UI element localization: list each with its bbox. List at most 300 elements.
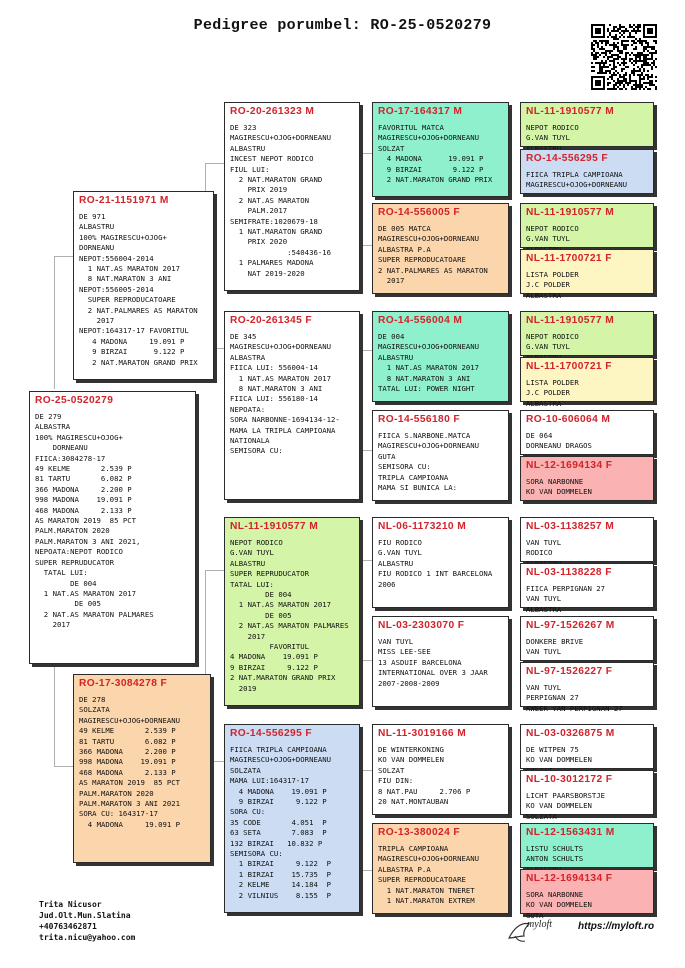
ring-number: NL-97-1526267 M [526, 620, 615, 631]
card-line: DORNEANU DRAGOS [526, 441, 592, 451]
card-line: 2017 [378, 276, 405, 286]
card-line: DE 278 [79, 695, 106, 704]
card-line: 2 NAT.AS MARATON [230, 195, 310, 205]
breeder-location: Jud.Olt.Mun.Slatina [39, 911, 131, 920]
card-line: 366 MADONA 2.200 P [79, 747, 176, 757]
card-details [378, 332, 504, 394]
card-line: 8 NAT.MARATON 3 ANI [79, 274, 172, 284]
card-details [526, 477, 649, 498]
connector-line [511, 230, 512, 280]
ring-number: NL-12-1694134 F [526, 460, 613, 471]
card-line: FIU RODICO 1 INT BARCELONA [378, 569, 493, 579]
card-line: 2007-2008-2009 [378, 678, 440, 688]
pigeon-card-gen4[interactable] [520, 724, 654, 769]
card-line: MAGIRESCU+OJOG+DORNEANU [378, 854, 480, 864]
card-line: DE 971 [79, 212, 106, 221]
card-line: VAN TUYL [526, 647, 562, 657]
card-line: ALBASTRU [230, 143, 266, 153]
breeder-contact [39, 899, 135, 943]
card-line: FIICA PERPIGNAN 27 [526, 584, 606, 593]
card-line: MAGIRESCU+OJOG+DORNEANU [378, 234, 480, 244]
pigeon-card-gen4[interactable] [520, 311, 654, 356]
card-line: ALBASTRU [378, 352, 414, 362]
card-line: G.VAN TUYL [526, 234, 570, 244]
card-line: SUPER REPRODUCATOARE [378, 875, 466, 885]
card-line: FIUL LUI: [230, 164, 270, 174]
card-line: SOLZAT [378, 765, 405, 775]
card-details [230, 123, 355, 279]
card-line: ALBASTRA [526, 398, 562, 408]
card-line: SOLZATA [79, 705, 110, 715]
connector-line [360, 450, 372, 451]
card-line: PALM.2017 [230, 206, 288, 216]
ring-number: RO-14-556295 F [526, 153, 609, 164]
card-line: TATAL LUI: POWER NIGHT [378, 384, 475, 394]
ring-number: NL-10-3012172 F [526, 774, 613, 785]
card-line: ALBASTRA [35, 422, 71, 432]
pigeon-card-subject[interactable] [29, 391, 196, 664]
page-title: Pedigree porumbel: RO-25-0520279 [193, 17, 492, 34]
pigeon-card-gen4[interactable] [520, 770, 654, 821]
card-line: MAGIRESCU+OJOG+DORNEANU [230, 342, 332, 352]
card-line: TATAL LUI: [230, 579, 274, 589]
card-line: FIU DIN: [378, 776, 414, 786]
ring-number: NL-03-1138257 M [526, 521, 615, 532]
website-link[interactable]: https://myloft.ro [578, 921, 655, 932]
card-line: 2 NAT.PALMARES AS MARATON [79, 305, 198, 315]
card-line: GUTA [526, 910, 544, 920]
card-line: 468 MADONA 2.133 P [35, 505, 132, 515]
pigeon-card-gen4[interactable] [520, 456, 654, 501]
card-line: NEPOT:556004-2014 [79, 253, 154, 263]
card-line: 1 NAT.AS MARATON 2017 [378, 363, 480, 373]
connector-line [360, 350, 372, 351]
card-line: 2 NAT.MARATON GRAND PRIX [79, 357, 198, 367]
card-line: 2 NAT.AS MARATON PALMARES [230, 621, 349, 631]
card-line: 2006 [378, 579, 396, 589]
ring-number: RO-14-556004 M [378, 315, 463, 326]
ring-number: RO-14-556180 F [378, 414, 461, 425]
ring-number: NL-03-0326875 M [526, 728, 615, 739]
card-line: AS MARATON 2019 85 PCT [35, 516, 137, 526]
card-line: FAVORITUL [230, 642, 310, 652]
ring-number: RO-20-261323 M [230, 106, 315, 117]
connector-line [205, 570, 224, 571]
card-line: ALBASTRA [526, 290, 562, 300]
card-line: 63 SETA 7.083 P [230, 828, 327, 838]
card-line: 4 MADONA 19.091 P [378, 154, 484, 164]
card-line: DE 064 [526, 431, 553, 440]
card-line: MAGIRESCU+OJOG+DORNEANU [230, 133, 332, 143]
card-line: G.VAN TUYL [230, 548, 274, 558]
connector-line [360, 770, 361, 870]
card-line: SEMISORA CU: [230, 849, 283, 859]
card-line: ALBASTRA P.A [378, 244, 431, 254]
card-line: DE WITPEN 75 [526, 745, 579, 754]
card-line: 998 MADONA 19.091 P [79, 757, 176, 767]
card-line: 100% MAGIRESCU+OJOG+ [79, 232, 167, 242]
card-line: 35 CODE 4.051 P [230, 817, 327, 827]
card-line: 20 NAT.MONTAUBAN [378, 797, 449, 807]
card-line: ALBASTRA [230, 352, 266, 362]
card-line: :540436-16 [230, 247, 332, 257]
card-details [526, 378, 649, 409]
pigeon-card-dam[interactable] [73, 674, 211, 863]
connector-line [511, 435, 512, 485]
logo-text: myloft [527, 919, 552, 930]
connector-line [360, 560, 361, 660]
card-details [378, 538, 504, 590]
card-line: MAMA LUI:164317-17 [230, 776, 310, 786]
card-line: 100% MAGIRESCU+OJOG+ [35, 432, 123, 442]
card-line: 9 BIRZAI 9.122 P [79, 347, 185, 357]
connector-line [360, 350, 361, 450]
card-line: VAN TUYL [378, 637, 414, 646]
card-line: KO VAN DOMMELEN [378, 755, 444, 765]
card-line: 998 MADONA 19.091 P [35, 495, 132, 505]
card-line: DE 279 [35, 412, 62, 421]
card-line: NEPOT:556005-2014 [79, 284, 154, 294]
card-line: ALBASTRA P.A [378, 864, 431, 874]
card-line: PRIX 2019 [230, 185, 288, 195]
pigeon-card-gen4[interactable] [520, 662, 654, 713]
card-line: INTERNATIONAL OVER 3 JAAR [378, 668, 488, 678]
card-line: NEPOT RODICO [526, 224, 579, 233]
card-line: 1 NAT.MARATON TNERET [378, 885, 475, 895]
card-line: 2 VILNIUS 8.155 P [230, 890, 332, 900]
card-line: G.VAN TUYL [378, 548, 422, 558]
card-line: DE 004 [378, 332, 405, 341]
card-line: 49 KELME 2.539 P [79, 726, 176, 736]
card-line: 1 BIRZAI 9.122 P [230, 859, 332, 869]
card-details [526, 637, 649, 658]
connector-line [511, 755, 512, 805]
card-line: 9 BIRZAI 9.122 P [378, 164, 484, 174]
pigeon-card-gen3[interactable] [372, 102, 509, 197]
connector-line [360, 770, 372, 771]
card-details [378, 844, 504, 906]
card-details [230, 745, 355, 901]
card-line: DORNEANU [79, 243, 115, 253]
card-line: VAN TUYL [526, 538, 562, 547]
card-line: 8 NAT.MARATON 3 ANI [378, 373, 471, 383]
card-line: 2017 [79, 316, 115, 326]
card-line: NEPOT:164317-17 FAVORITUL [79, 326, 189, 336]
card-line: SUPER REPRUDUCATOR [230, 569, 310, 579]
pigeon-card-gen3[interactable] [372, 410, 509, 501]
card-line: DORNEANU [35, 443, 88, 453]
ring-number: RO-25-0520279 [35, 395, 114, 406]
card-line: 9 BIRZAI 9.122 P [230, 662, 318, 672]
card-line: 4 MADONA 19.091 P [230, 786, 327, 796]
card-line: 468 MADONA 2.133 P [79, 767, 176, 777]
ring-number: NL-11-1910577 M [526, 106, 615, 117]
ring-number: RO-17-3084278 F [79, 678, 168, 689]
card-line: 2 NAT.PALMARES AS MARATON [378, 265, 488, 275]
card-line: NAT 2019-2020 [230, 268, 305, 278]
card-line: 1 PALMARES MADONA [230, 258, 314, 268]
connector-line [360, 245, 372, 246]
card-line: MISS LEE-SEE [378, 647, 431, 657]
card-line: SOLZAT [378, 143, 405, 153]
ring-number: NL-06-1173210 M [378, 521, 467, 532]
pigeon-card-sire[interactable] [73, 191, 214, 380]
card-line: SORA NARBONNE [526, 890, 584, 899]
connector-line [360, 153, 361, 245]
pigeon-card-gen4[interactable] [520, 249, 654, 300]
card-line: LISTA POLDER [526, 378, 579, 387]
card-line: FIICA TRIPLA CAMPIOANA [526, 170, 623, 179]
breeder-phone: +40763462871 [39, 922, 97, 931]
ring-number: RO-14-556295 F [230, 728, 313, 739]
card-line: INCEST NEPOT RODICO [230, 154, 314, 164]
card-line: 1 NAT.MARATON GRAND [230, 227, 323, 237]
card-line: LICHT PAARSBORSTJE [526, 791, 606, 800]
card-line: 2017 [230, 631, 266, 641]
card-details [378, 431, 504, 493]
pigeon-card-gen3[interactable] [372, 311, 509, 402]
card-line: DE 005 [35, 599, 101, 609]
connector-line [511, 545, 512, 595]
card-line: 1 NAT.AS MARATON 2017 [35, 588, 137, 598]
card-line: LISTU SCHULTS [526, 844, 584, 853]
card-line: DE 005 MATCA [378, 224, 431, 233]
card-line: 2 NAT.AS MARATON PALMARES [35, 609, 154, 619]
card-line: GUTA [378, 451, 396, 461]
card-line: SUPER REPRODUCATOARE [378, 255, 466, 265]
card-line: SEMISORA CU: [378, 462, 431, 472]
card-line: DE 345 [230, 332, 257, 341]
card-line: AS MARATON 2019 85 PCT [79, 778, 181, 788]
ring-number: NL-11-1700721 F [526, 253, 612, 264]
card-line: VAN TUYL [526, 594, 562, 604]
card-line: ALBASTRU [378, 558, 414, 568]
card-line: FIICA LUI: 556180-14 [230, 394, 318, 404]
ring-number: RO-10-606064 M [526, 414, 611, 425]
card-details [378, 224, 504, 286]
card-line: 1 NAT.AS MARATON 2017 [230, 600, 332, 610]
card-line: G.VAN TUYL [526, 133, 570, 143]
ring-number: RO-17-164317 M [378, 106, 463, 117]
connector-line [205, 163, 224, 164]
card-line: VAN TUYL [526, 683, 562, 692]
card-line: 8 NAT.MARATON 3 ANI [230, 384, 323, 394]
card-line: 1 NAT.MARATON EXTREM [378, 896, 475, 906]
pigeon-card-gen3[interactable] [372, 616, 509, 707]
card-details [526, 683, 649, 714]
card-line: TRIPLA CAMPIOANA [378, 472, 449, 482]
breeder-name: Trita Nicusor [39, 900, 102, 909]
card-line: NATIONALA [230, 436, 270, 446]
pigeon-card-gen4[interactable] [520, 149, 654, 194]
card-line: MAGIRESCU+OJOG+DORNEANU [378, 342, 480, 352]
card-line: PRIX 2020 [230, 237, 288, 247]
card-details [526, 170, 649, 191]
pigeon-card-gen3[interactable] [372, 203, 509, 294]
ring-number: NL-12-1563431 M [526, 827, 615, 838]
connector-line [511, 130, 512, 180]
card-line: 13 ASDUIF BARCELONA [378, 657, 462, 667]
pigeon-card-gen4[interactable] [520, 102, 654, 147]
card-line: 366 MADONA 2.200 P [35, 484, 132, 494]
connector-line [360, 153, 372, 154]
ring-number: NL-11-1910577 M [230, 521, 319, 532]
card-line: DE 004 [230, 590, 292, 600]
card-line: FAVORITUL MATCA [378, 123, 444, 132]
card-line: DE 323 [230, 123, 257, 132]
card-line: 8 NAT.PAU 2.706 P [378, 786, 471, 796]
card-line: MAGIRESCU+OJOG+DORNEANU [79, 715, 181, 725]
card-line: SORA CU: 164317-17 [79, 809, 159, 819]
ring-number: NL-11-1910577 M [526, 315, 615, 326]
card-line: G.VAN TUYL [526, 342, 570, 352]
card-line: 2019 [230, 683, 257, 693]
card-line: SUPER REPRODUCATOARE [79, 295, 176, 305]
card-line: KWEEK VAN PERPIGNAN 27 [526, 703, 623, 713]
card-line: DE WINTERKONING [378, 745, 444, 754]
pigeon-card-gen4[interactable] [520, 357, 654, 408]
pigeon-card-granddam-paternal[interactable] [224, 311, 360, 500]
card-details [526, 431, 649, 452]
card-line: MAMA LA TRIPLA CAMPIOANA [230, 425, 336, 435]
card-line: MAGIRESCU+OJOG+DORNEANU [526, 180, 628, 190]
card-details [79, 212, 209, 368]
ring-number: RO-21-1151971 M [79, 195, 169, 206]
card-line: PALM.MARATON 2020 [35, 526, 110, 536]
card-line: 81 TARTU 6.082 P [35, 474, 132, 484]
card-line: FIICA TRIPLA CAMPIOANA [230, 745, 327, 754]
card-line: LISTA POLDER [526, 270, 579, 279]
card-line: KO VAN DOMMELEN [526, 755, 592, 765]
pigeon-card-gen4[interactable] [520, 869, 654, 920]
card-line: 4 MADONA 19.091 P [79, 336, 185, 346]
breeder-email: trita.nicu@yahoo.com [39, 933, 136, 942]
connector-line [54, 256, 74, 257]
card-line: 81 TARTU 6.082 P [79, 736, 176, 746]
card-line: 2 KELME 14.184 P [230, 880, 332, 890]
pigeon-card-grandsire-maternal[interactable] [224, 517, 360, 706]
card-line: ALBASTRU [230, 558, 266, 568]
pigeon-card-gen4[interactable] [520, 410, 654, 455]
card-line: NEPOT RODICO [230, 538, 283, 547]
card-details [35, 412, 191, 631]
card-details [79, 695, 206, 830]
connector-line [511, 645, 512, 695]
card-line: FIICA LUI: 556004-14 [230, 363, 318, 373]
card-line: J.C POLDER [526, 280, 570, 290]
card-line: PALM.MARATON 2020 [79, 788, 154, 798]
card-line: 2 NAT.MARATON GRAND PRIX [230, 673, 336, 683]
card-line: SOLZATA [526, 811, 557, 821]
card-line: DONKERE BRIVE [526, 637, 584, 646]
pigeon-card-gen4[interactable] [520, 563, 654, 614]
card-line: SORA CU: [230, 807, 266, 817]
card-line: NEPOT RODICO [526, 123, 579, 132]
card-line: 1 BIRZAI 15.735 P [230, 869, 332, 879]
card-details [526, 584, 649, 615]
card-line: KO VAN DOMMELEN [526, 487, 592, 497]
pigeon-card-gen3[interactable] [372, 823, 509, 914]
ring-number: NL-97-1526227 F [526, 666, 613, 677]
pigeon-card-gen4[interactable] [520, 823, 654, 868]
pigeon-card-granddam-maternal[interactable] [224, 724, 360, 913]
pigeon-card-grandsire-paternal[interactable] [224, 102, 360, 291]
card-line: SORA NARBONNE-1694134-12- [230, 415, 340, 425]
card-line: RODICO [526, 548, 553, 558]
card-line: 49 KELME 2.539 P [35, 464, 132, 474]
card-line: FIICA:3084278-17 [35, 453, 106, 463]
ring-number: NL-03-1138228 F [526, 567, 612, 578]
pigeon-card-gen4[interactable] [520, 203, 654, 248]
card-line: SUPER REPRUDUCATOR [35, 557, 115, 567]
card-line: J.C POLDER [526, 388, 570, 398]
pigeon-card-gen4[interactable] [520, 517, 654, 562]
ring-number: NL-03-2303070 F [378, 620, 465, 631]
ring-number: RO-13-380024 F [378, 827, 461, 838]
card-line: TRIPLA CAMPIOANA [378, 844, 449, 853]
card-line: MAGIRESCU+OJOG+DORNEANU [230, 755, 332, 765]
ring-number: NL-12-1694134 F [526, 873, 613, 884]
card-line: SEMISORA CU: [230, 446, 283, 456]
card-line: 1 NAT.AS MARATON 2017 [79, 264, 181, 274]
connector-line [360, 660, 372, 661]
ring-number: NL-11-1910577 M [526, 207, 615, 218]
pigeon-card-gen4[interactable] [520, 616, 654, 661]
card-line: DE 005 [230, 610, 292, 620]
card-line: ALBASTRA [526, 604, 562, 614]
card-line: ALBASTRU [79, 222, 115, 232]
card-line: SEMIFRATE:1020679-18 [230, 216, 318, 226]
qr-code-icon [591, 24, 657, 90]
card-line: 2 NAT.MARATON GRAND PRIX [378, 175, 493, 185]
card-line: 4 MADONA 19.091 P [230, 652, 318, 662]
card-details [378, 637, 504, 689]
ring-number: NL-11-3019166 M [378, 728, 467, 739]
card-line: NEPOATA:NEPOT RODICO [35, 547, 123, 557]
card-line: PALM.MARATON 3 ANI 2021 [79, 799, 181, 809]
card-details [230, 538, 355, 694]
card-line: MAMA SI BUNICA LA: [378, 483, 458, 493]
card-line: TATAL LUI: [35, 568, 88, 578]
card-line: FIU RODICO [378, 538, 422, 547]
ring-number: RO-20-261345 F [230, 315, 313, 326]
connector-line [54, 666, 55, 766]
connector-line [360, 870, 372, 871]
card-line: PERPIGNAN 27 [526, 693, 579, 703]
card-line: 1 NAT.AS MARATON 2017 [230, 373, 332, 383]
card-details [230, 332, 355, 457]
card-line: KO VAN DOMMELEN [526, 801, 592, 811]
card-details [378, 745, 504, 807]
card-line: MAGIRESCU+OJOG+DORNEANU [378, 133, 480, 143]
pigeon-card-gen3[interactable] [372, 724, 509, 815]
card-line: FIICA S.NARBONE.MATCA [378, 431, 471, 440]
card-details [378, 123, 504, 185]
card-line: 2017 [35, 620, 71, 630]
connector-line [511, 850, 512, 900]
connector-line [511, 335, 512, 385]
ring-number: RO-14-556005 F [378, 207, 461, 218]
card-line: 2 NAT.MARATON GRAND [230, 175, 323, 185]
card-details [526, 791, 649, 822]
card-line: KO VAN DOMMELEN [526, 900, 592, 910]
card-line: NEPOATA: [230, 404, 266, 414]
ring-number: NL-11-1700721 F [526, 361, 612, 372]
pigeon-card-gen3[interactable] [372, 517, 509, 608]
card-line: ANTON SCHULTS [526, 854, 584, 864]
card-line: PALM.MARATON 3 ANI 2021, [35, 536, 141, 546]
connector-line [360, 560, 372, 561]
